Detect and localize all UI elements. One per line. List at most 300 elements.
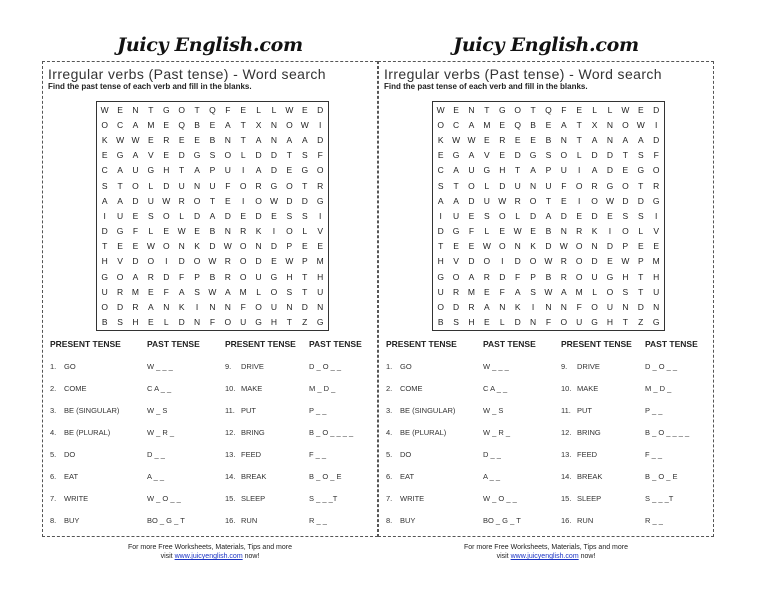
verb-number: 2.	[50, 384, 57, 393]
grid-letter: D	[622, 195, 629, 206]
grid-row	[433, 117, 664, 132]
grid-letter: R	[178, 195, 185, 206]
past-tense-blank: B _ O _ E	[645, 472, 678, 481]
brand-logo: Juicy English.com	[453, 34, 639, 56]
grid-letter: O	[560, 317, 568, 328]
grid-letter: B	[209, 271, 216, 282]
grid-letter: R	[132, 302, 139, 313]
present-tense-verb: COME	[64, 384, 87, 393]
grid-letter: S	[637, 210, 644, 221]
grid-letter: I	[501, 256, 504, 267]
grid-letter: D	[178, 150, 185, 161]
footer	[42, 543, 378, 561]
grid-letter: B	[545, 226, 552, 237]
grid-letter: L	[148, 226, 154, 237]
verb-number: 1.	[50, 362, 57, 371]
grid-letter: P	[301, 256, 308, 267]
grid-letter: N	[529, 317, 537, 328]
website-link[interactable]: www.juicyenglish.com	[510, 553, 579, 560]
grid-letter: T	[638, 271, 644, 282]
grid-letter: A	[468, 150, 475, 161]
grid-letter: K	[591, 226, 598, 237]
grid-letter: N	[622, 302, 629, 313]
grid-letter: U	[545, 180, 552, 191]
verb-number: 14.	[225, 472, 236, 481]
grid-letter: D	[270, 241, 278, 252]
grid-letter: U	[483, 195, 490, 206]
grid-letter: V	[317, 226, 323, 237]
grid-letter: W	[208, 256, 217, 267]
grid-letter: L	[148, 180, 154, 191]
grid-letter: L	[592, 104, 597, 115]
grid-letter: T	[117, 180, 123, 191]
grid-letter: S	[286, 286, 293, 297]
grid-row	[97, 254, 328, 269]
grid-letter: E	[163, 226, 170, 237]
present-tense-verb: BRING	[577, 428, 601, 437]
grid-letter: E	[117, 241, 123, 252]
grid-letter: G	[301, 165, 309, 176]
grid-letter: I	[318, 210, 322, 221]
grid-letter: A	[560, 119, 567, 130]
grid-letter: N	[286, 302, 293, 313]
grid-letter: O	[162, 241, 170, 252]
present-tense-verb: FEED	[241, 450, 262, 459]
grid-letter: O	[239, 256, 247, 267]
grid-letter: O	[514, 104, 521, 115]
grid-letter: G	[606, 180, 614, 191]
present-tense-verb: MAKE	[241, 384, 263, 393]
past-tense-blank: P _ _	[309, 406, 327, 415]
present-tense-verb: COME	[400, 384, 423, 393]
grid-letter: C	[117, 119, 124, 130]
past-tense-blank: B _ O _ E	[309, 472, 342, 481]
grid-letter: V	[484, 150, 490, 161]
grid-letter: F	[468, 226, 475, 237]
grid-letter: W	[513, 226, 522, 237]
grid-letter: O	[286, 119, 293, 130]
verb-number: 5.	[50, 450, 57, 459]
worksheet-left	[42, 0, 378, 594]
grid-letter: O	[101, 302, 108, 313]
word-search-grid	[432, 101, 665, 331]
grid-letter: N	[193, 180, 201, 191]
grid-letter: R	[560, 271, 567, 282]
verb-row	[378, 406, 712, 420]
grid-letter: D	[468, 195, 475, 206]
grid-letter: O	[224, 317, 232, 328]
grid-letter: L	[484, 226, 490, 237]
grid-letter: M	[652, 256, 660, 267]
present-tense-verb: BE (SINGULAR)	[64, 406, 120, 415]
grid-letter: H	[286, 271, 293, 282]
grid-letter: G	[483, 165, 491, 176]
present-tense-verb: FEED	[577, 450, 598, 459]
grid-letter: D	[301, 302, 308, 313]
present-tense-verb: BE (SINGULAR)	[400, 406, 456, 415]
grid-row	[97, 224, 328, 239]
grid-letter: A	[530, 165, 536, 176]
verb-number: 10.	[225, 384, 236, 393]
present-tense-verb: BE (PLURAL)	[64, 428, 111, 437]
grid-letter: S	[622, 286, 629, 297]
grid-letter: D	[224, 210, 231, 221]
grid-row	[97, 132, 328, 147]
present-tense-verb: GO	[400, 362, 412, 371]
grid-letter: I	[103, 210, 106, 221]
grid-letter: W	[285, 104, 294, 115]
grid-letter: H	[653, 271, 660, 282]
grid-letter: E	[101, 150, 108, 161]
grid-letter: O	[255, 302, 262, 313]
grid-letter: A	[224, 119, 231, 130]
grid-letter: G	[652, 195, 660, 206]
grid-letter: O	[286, 226, 293, 237]
grid-letter: G	[498, 104, 506, 115]
grid-letter: E	[453, 241, 459, 252]
grid-letter: E	[163, 119, 170, 130]
grid-letter: O	[193, 195, 201, 206]
verb-row	[378, 362, 712, 376]
verb-number: 15.	[561, 494, 572, 503]
grid-letter: W	[621, 256, 630, 267]
grid-letter: D	[178, 256, 185, 267]
verb-number: 13.	[561, 450, 572, 459]
grid-letter: N	[224, 226, 231, 237]
grid-letter: W	[467, 134, 476, 145]
grid-letter: H	[622, 271, 629, 282]
grid-letter: N	[224, 302, 231, 313]
grid-letter: S	[622, 210, 629, 221]
grid-row	[433, 254, 664, 269]
grid-letter: D	[545, 241, 552, 252]
grid-letter: M	[147, 119, 155, 130]
present-tense-verb: BRING	[241, 428, 265, 437]
grid-letter: U	[224, 165, 231, 176]
verb-number: 5.	[386, 450, 393, 459]
grid-letter: T	[515, 165, 521, 176]
grid-letter: O	[101, 119, 108, 130]
grid-letter: D	[637, 195, 644, 206]
verb-number: 16.	[561, 516, 572, 525]
grid-letter: E	[484, 286, 490, 297]
grid-letter: L	[515, 210, 521, 221]
grid-letter: I	[439, 210, 442, 221]
grid-letter: T	[302, 180, 308, 191]
grid-letter: T	[179, 165, 185, 176]
grid-letter: A	[622, 134, 629, 145]
word-search-grid	[96, 101, 329, 331]
header-present-tense-2: PRESENT TENSE	[561, 339, 632, 349]
grid-letter: G	[591, 317, 598, 328]
verb-row	[378, 384, 712, 398]
past-tense-blank: F _ _	[309, 450, 327, 459]
grid-letter: U	[117, 210, 124, 221]
grid-letter: A	[101, 195, 108, 206]
grid-letter: D	[209, 241, 216, 252]
grid-letter: O	[606, 286, 614, 297]
grid-letter: T	[530, 104, 536, 115]
grid-letter: S	[545, 150, 552, 161]
verb-number: 8.	[386, 516, 393, 525]
past-tense-blank: W _ R _	[147, 428, 175, 437]
present-tense-verb: WRITE	[400, 494, 425, 503]
grid-letter: G	[193, 150, 201, 161]
grid-letter: O	[452, 271, 460, 282]
grid-letter: O	[239, 180, 247, 191]
verb-row	[42, 494, 376, 508]
present-tense-verb: WRITE	[64, 494, 89, 503]
grid-letter: N	[270, 119, 278, 130]
grid-letter: G	[452, 226, 460, 237]
grid-letter: P	[194, 271, 200, 282]
grid-letter: I	[578, 165, 581, 176]
header-past-tense: PAST TENSE	[147, 339, 200, 349]
grid-letter: W	[436, 104, 445, 115]
grid-letter: O	[591, 302, 598, 313]
grid-row	[97, 178, 328, 193]
grid-letter: U	[453, 210, 460, 221]
grid-letter: D	[499, 271, 506, 282]
header-present-tense-2: PRESENT TENSE	[225, 339, 296, 349]
grid-letter: P	[545, 165, 552, 176]
grid-letter: A	[224, 286, 231, 297]
grid-letter: E	[530, 134, 536, 145]
grid-letter: M	[575, 286, 583, 297]
verb-number: 8.	[50, 516, 57, 525]
grid-letter: T	[102, 241, 108, 252]
grid-letter: N	[209, 302, 216, 313]
grid-letter: T	[302, 271, 308, 282]
grid-letter: M	[467, 286, 476, 297]
grid-letter: D	[163, 271, 170, 282]
grid-row	[433, 284, 664, 299]
grid-row	[97, 163, 328, 178]
grid-letter: E	[132, 210, 139, 221]
grid-letter: G	[316, 317, 324, 328]
grid-letter: F	[576, 302, 582, 313]
grid-letter: D	[529, 210, 537, 221]
present-tense-verb: PUT	[577, 406, 592, 415]
grid-letter: W	[559, 241, 568, 252]
grid-letter: W	[162, 195, 171, 206]
grid-letter: B	[530, 119, 536, 130]
present-tense-verb: DO	[64, 450, 76, 459]
grid-letter: U	[437, 286, 444, 297]
grid-letter: O	[162, 210, 170, 221]
footer	[378, 543, 714, 561]
grid-letter: E	[148, 286, 154, 297]
grid-row	[433, 132, 664, 147]
verb-row	[378, 472, 712, 486]
grid-letter: G	[529, 150, 537, 161]
grid-letter: M	[483, 119, 491, 130]
grid-letter: D	[453, 302, 460, 313]
grid-letter: T	[638, 180, 644, 191]
grid-letter: V	[148, 150, 154, 161]
grid-letter: K	[437, 134, 444, 145]
past-tense-blank: S _ _ _T	[309, 494, 338, 503]
verb-row	[42, 472, 376, 486]
grid-letter: R	[453, 286, 460, 297]
grid-letter: L	[638, 226, 644, 237]
footer-line-2	[378, 552, 714, 561]
grid-letter: I	[654, 210, 658, 221]
grid-letter: W	[544, 256, 553, 267]
grid-letter: T	[453, 180, 459, 191]
grid-letter: O	[147, 256, 155, 267]
grid-letter: R	[255, 180, 262, 191]
grid-letter: I	[242, 195, 245, 206]
verb-number: 7.	[386, 494, 393, 503]
present-tense-verb: BUY	[64, 516, 80, 525]
grid-letter: W	[146, 241, 155, 252]
grid-row	[433, 102, 664, 117]
grid-letter: D	[606, 241, 614, 252]
grid-letter: E	[132, 241, 139, 252]
grid-letter: Q	[209, 104, 216, 115]
verb-number: 13.	[225, 450, 236, 459]
grid-letter: E	[468, 241, 475, 252]
grid-letter: E	[148, 134, 154, 145]
grid-letter: F	[209, 317, 216, 328]
grid-letter: S	[117, 317, 123, 328]
grid-letter: O	[193, 256, 201, 267]
grid-row	[433, 193, 664, 208]
grid-letter: K	[101, 134, 108, 145]
grid-letter: R	[468, 302, 475, 313]
grid-letter: L	[271, 104, 277, 115]
grid-letter: Z	[638, 317, 644, 328]
grid-letter: W	[300, 119, 309, 130]
grid-row	[97, 117, 328, 132]
grid-letter: D	[514, 150, 521, 161]
grid-letter: R	[224, 271, 231, 282]
grid-letter: E	[560, 195, 567, 206]
grid-letter: O	[239, 241, 247, 252]
grid-letter: E	[178, 134, 185, 145]
grid-letter: E	[286, 165, 293, 176]
verb-number: 1.	[386, 362, 393, 371]
grid-letter: E	[514, 134, 521, 145]
grid-letter: F	[225, 104, 231, 115]
grid-letter: E	[317, 241, 323, 252]
grid-letter: B	[209, 226, 216, 237]
header-past-tense-2: PAST TENSE	[645, 339, 698, 349]
grid-letter: W	[177, 226, 186, 237]
past-tense-blank: W _ R _	[483, 428, 511, 437]
grid-letter: U	[560, 165, 567, 176]
grid-letter: R	[576, 226, 583, 237]
grid-letter: T	[286, 150, 292, 161]
grid-letter: U	[101, 286, 108, 297]
website-link[interactable]: www.juicyenglish.com	[174, 553, 243, 560]
header-past-tense: PAST TENSE	[483, 339, 536, 349]
grid-letter: O	[437, 119, 444, 130]
grid-letter: A	[468, 119, 475, 130]
verb-row	[378, 494, 712, 508]
present-tense-verb: PUT	[241, 406, 256, 415]
grid-letter: K	[255, 226, 262, 237]
grid-letter: I	[195, 302, 199, 313]
grid-letter: F	[317, 150, 323, 161]
footer-visit: visit	[496, 553, 509, 560]
grid-letter: R	[591, 180, 598, 191]
grid-letter: A	[209, 210, 216, 221]
grid-letter: L	[607, 104, 613, 115]
footer-line-1: For more Free Worksheets, Materials, Tips and more	[127, 544, 293, 551]
past-tense-blank: W _ O _ _	[147, 494, 181, 503]
present-tense-verb: RUN	[577, 516, 594, 525]
grid-letter: W	[636, 119, 645, 130]
grid-letter: K	[530, 241, 536, 252]
grid-letter: E	[194, 226, 200, 237]
past-tense-blank: C A _ _	[483, 384, 508, 393]
grid-letter: O	[622, 180, 629, 191]
grid-letter: R	[560, 256, 567, 267]
grid-row	[97, 102, 328, 117]
grid-letter: E	[468, 210, 475, 221]
present-tense-verb: BREAK	[241, 472, 267, 481]
present-tense-verb: BE (PLURAL)	[400, 428, 447, 437]
grid-row	[433, 239, 664, 254]
grid-letter: E	[301, 241, 308, 252]
grid-letter: Q	[514, 119, 521, 130]
grid-letter: I	[608, 226, 612, 237]
grid-letter: G	[255, 317, 262, 328]
grid-letter: N	[591, 241, 598, 252]
grid-letter: D	[591, 210, 598, 221]
grid-letter: G	[606, 271, 614, 282]
past-tense-blank: S _ _ _T	[645, 494, 674, 503]
verb-row	[42, 406, 376, 420]
grid-letter: G	[116, 150, 124, 161]
grid-letter: D	[301, 195, 308, 206]
verb-number: 4.	[50, 428, 57, 437]
grid-letter: O	[437, 302, 444, 313]
grid-letter: A	[301, 134, 308, 145]
grid-letter: N	[132, 104, 139, 115]
grid-letter: D	[101, 226, 108, 237]
grid-letter: A	[468, 271, 475, 282]
past-tense-blank: W _ S	[483, 406, 504, 415]
past-tense-blank: D _ O _ _	[645, 362, 678, 371]
grid-letter: O	[224, 150, 232, 161]
grid-letter: D	[270, 150, 278, 161]
grid-letter: N	[499, 302, 506, 313]
past-tense-blank: D _ _	[483, 450, 501, 459]
grid-letter: H	[163, 165, 170, 176]
grid-row	[433, 269, 664, 284]
present-tense-verb: RUN	[241, 516, 258, 525]
grid-letter: A	[437, 195, 444, 206]
grid-letter: B	[194, 119, 200, 130]
grid-letter: O	[116, 271, 124, 282]
grid-letter: G	[270, 180, 278, 191]
footer-line-1: For more Free Worksheets, Materials, Tips and more	[463, 544, 629, 551]
verb-number: 3.	[386, 406, 393, 415]
grid-letter: U	[209, 180, 216, 191]
grid-letter: T	[576, 134, 582, 145]
grid-letter: O	[575, 256, 583, 267]
grid-letter: O	[286, 180, 293, 191]
grid-letter: O	[591, 195, 598, 206]
grid-letter: D	[270, 165, 278, 176]
grid-letter: L	[484, 180, 490, 191]
grid-letter: D	[591, 150, 598, 161]
grid-letter: W	[100, 104, 109, 115]
grid-letter: N	[545, 302, 552, 313]
